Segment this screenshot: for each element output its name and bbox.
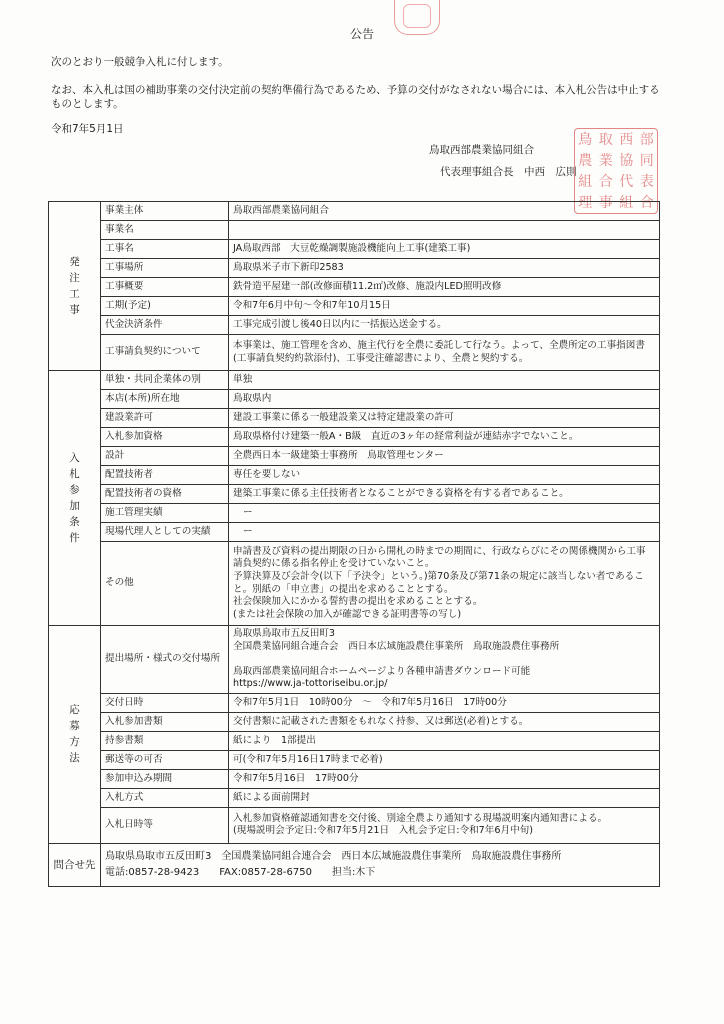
row-value: 紙により 1部提出 [229, 731, 660, 750]
notice-title: 公告 [349, 27, 374, 41]
row-label: 現場代理人としての実績 [101, 523, 229, 542]
row-label: 工事請負契約について [101, 335, 229, 371]
row-value: 令和7年5月16日 17時00分 [229, 769, 660, 788]
seal-char: 西 [619, 131, 634, 148]
row-value: 専任を要しない [229, 466, 660, 485]
row-value: 申請書及び資料の提出期限の日から開札の時までの期間に、行政ならびにその関係機関から工事請負契約に係る指名停止を受けていないこと。 予算決算及び会計令(以下「予決令」という。)第70条及び第71条の規定に該当しない者であること。別紙の「申立書」の提出を求めることとする。 社会保険加入にかかる誓約書の提出を求めることとする。 (または社会保険の加入が確認できる証明書等の写し) [229, 542, 660, 626]
seal-char: 組 [619, 194, 634, 211]
row-label: 事業名 [101, 221, 229, 240]
row-value: 鳥取県米子市下新印2583 [229, 259, 660, 278]
row-value: 建設工事業に係る一般建設業又は特定建設業の許可 [229, 409, 660, 428]
table-row [49, 750, 660, 769]
row-value: 鳥取県内 [229, 390, 660, 409]
row-label: 入札参加書類 [101, 712, 229, 731]
table-row [49, 693, 660, 712]
seal-char: 業 [598, 152, 613, 169]
contact-line-2: 電話:0857-28-9423 FAX:0857-28-6750 担当:木下 [105, 866, 376, 878]
row-value: 鳥取県鳥取市五反田町3 全国農業協同組合連合会 西日本広域施設農住事業所 鳥取施設農住事務所 鳥取西部農業協同組合ホームページより各種申請書ダウンロード可能 https://www.ja-tottoriseibu.or.jp/ [229, 626, 660, 694]
table-row [49, 409, 660, 428]
seal-char: 取 [598, 131, 613, 148]
row-value: 令和7年5月1日 10時00分 ～ 令和7年5月16日 17時00分 [229, 693, 660, 712]
row-label: 配置技術者 [101, 466, 229, 485]
table-row [49, 523, 660, 542]
row-value: 単独 [229, 371, 660, 390]
seal-char: 合 [639, 194, 654, 211]
row-label: 設計 [101, 447, 229, 466]
contact-label: 問合せ先 [49, 843, 101, 886]
row-label: 参加申込み期間 [101, 769, 229, 788]
application-group-label: 応 募 方 法 [49, 626, 101, 844]
row-value: ー [229, 523, 660, 542]
intro-line-2: なお、本入札は国の補助事業の交付決定前の契約準備行為であるため、予算の交付がなされない場合には、本入札公告は中止する [51, 84, 660, 96]
table-row [49, 788, 660, 807]
row-label: 入札日時等 [101, 807, 229, 843]
row-value: 本事業は、施工管理を含め、施主代行を全農に委託して行なう。よって、全農所定の工事指図書(工事請負契約約款添付)、工事受注確認書により、全農と契約する。 [229, 335, 660, 371]
row-label: 代金決済条件 [101, 316, 229, 335]
contact-details [101, 843, 660, 886]
row-value: 鉄骨造平屋建一部(改修面積11.2㎡)改修、施設内LED照明改修 [229, 278, 660, 297]
row-value: 入札参加資格確認通知書を交付後、別途全農より通知する現場説明案内通知書による。 (現場説明会予定日:令和7年5月21日 入札会予定日:令和7年6月中旬) [229, 807, 660, 843]
row-label: 郵送等の可否 [101, 750, 229, 769]
table-row [49, 712, 660, 731]
table-row [49, 769, 660, 788]
table-row [49, 466, 660, 485]
table-row [49, 485, 660, 504]
row-value: 工事完成引渡し後40日以内に一括振込送金する。 [229, 316, 660, 335]
table-row [49, 278, 660, 297]
row-label: 工期(予定) [101, 297, 229, 316]
table-row [49, 240, 660, 259]
seal-char: 鳥 [578, 131, 593, 148]
intro-line-3: ものとします。 [51, 98, 124, 110]
row-value: 令和7年6月中旬～令和7年10月15日 [229, 297, 660, 316]
table-row [49, 731, 660, 750]
intro-line-1: 次のとおり一般競争入札に付します。 [51, 56, 229, 68]
contact-line-1: 鳥取県鳥取市五反田町3 全国農業協同組合連合会 西日本広域施設農住事業所 鳥取施設農住事務所 [105, 850, 562, 862]
seal-char: 同 [639, 152, 654, 169]
row-value: 全農西日本一級建築士事務所 鳥取管理センター [229, 447, 660, 466]
row-value: 交付書類に記載された書類をもれなく持参、又は郵送(必着)とする。 [229, 712, 660, 731]
row-label: 提出場所・様式の交付場所 [101, 626, 229, 694]
table-row [49, 335, 660, 371]
row-label: 入札参加資格 [101, 428, 229, 447]
organization-name: 鳥取西部農業協同組合 [429, 144, 534, 156]
row-label: 工事場所 [101, 259, 229, 278]
row-value: 紙による面前開封 [229, 788, 660, 807]
row-value: ー [229, 504, 660, 523]
row-value: 鳥取西部農業協同組合 [229, 202, 660, 221]
notice-table [48, 201, 660, 887]
seal-char: 協 [619, 152, 634, 169]
table-row [49, 221, 660, 240]
table-row [49, 259, 660, 278]
row-label: 配置技術者の資格 [101, 485, 229, 504]
seal-char: 農 [578, 152, 593, 169]
bidding-group-label: 入 札 参 加 条 件 [49, 371, 101, 626]
table-row [49, 316, 660, 335]
table-row [49, 390, 660, 409]
row-label: 工事名 [101, 240, 229, 259]
seal-char: 部 [639, 131, 654, 148]
row-label: 持参書類 [101, 731, 229, 750]
seal-char: 合 [598, 173, 613, 190]
section-contact [49, 843, 660, 886]
row-value: 可(令和7年5月16日17時まで必着) [229, 750, 660, 769]
row-label: その他 [101, 542, 229, 626]
table-row [49, 447, 660, 466]
section-bidding [49, 371, 660, 626]
row-label: 交付日時 [101, 693, 229, 712]
table-row [49, 626, 660, 694]
table-row [49, 542, 660, 626]
table-row [49, 297, 660, 316]
table-row [49, 504, 660, 523]
seal-char: 理 [578, 194, 593, 211]
seal-char: 代 [619, 173, 634, 190]
row-value: 鳥取県格付け建築一般A・B級 直近の3ヶ年の経常利益が連結赤字でないこと。 [229, 428, 660, 447]
row-label: 本店(本所)所在地 [101, 390, 229, 409]
row-value [229, 221, 660, 240]
seal-char: 組 [578, 173, 593, 190]
table-row [49, 202, 660, 221]
row-label: 単独・共同企業体の別 [101, 371, 229, 390]
row-value: 建築工事業に係る主任技術者となることができる資格を有する者であること。 [229, 485, 660, 504]
row-value: JA鳥取西部 大豆乾燥調製施設機能向上工事(建築工事) [229, 240, 660, 259]
notice-date: 令和7年5月1日 [51, 123, 124, 135]
seal-char: 表 [639, 173, 654, 190]
row-label: 事業主体 [101, 202, 229, 221]
seal-char: 事 [598, 194, 613, 211]
row-label: 入札方式 [101, 788, 229, 807]
table-row [49, 371, 660, 390]
table-row [49, 428, 660, 447]
row-label: 建設業許可 [101, 409, 229, 428]
table-row [49, 807, 660, 843]
section-ordering [49, 202, 660, 371]
ordering-group-label: 発 注 工 事 [49, 202, 101, 371]
row-label: 工事概要 [101, 278, 229, 297]
row-label: 施工管理実績 [101, 504, 229, 523]
section-application [49, 626, 660, 844]
representative-name: 代表理事組合長 中西 広則 [440, 166, 577, 178]
